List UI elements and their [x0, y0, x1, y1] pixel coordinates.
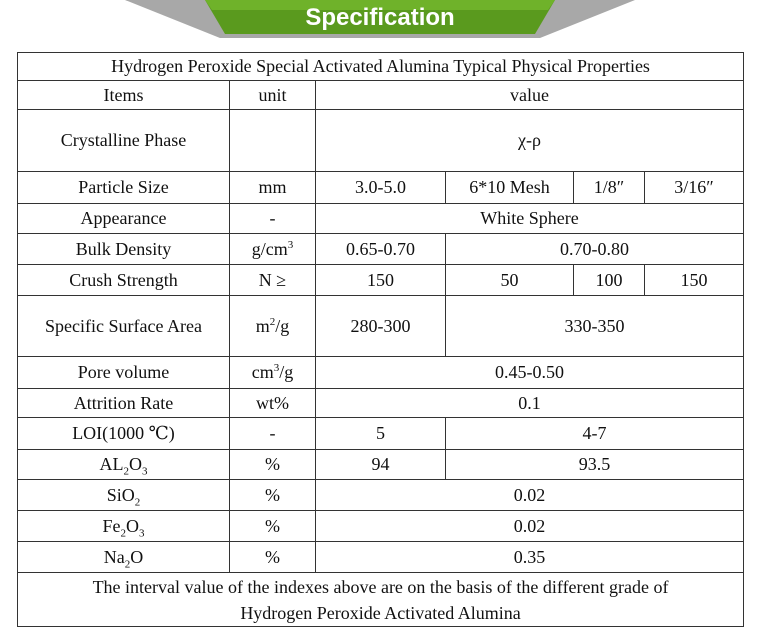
- table-row: [18, 265, 744, 296]
- item-pore-volume: Pore volume: [18, 357, 230, 389]
- na2o-b: O: [130, 546, 144, 567]
- banner-title: Specification: [305, 4, 455, 31]
- unit-pore-sup: 3: [273, 362, 280, 374]
- value-bulk-density-2: 0.70-0.80: [446, 234, 744, 265]
- value-bulk-density-1: 0.65-0.70: [316, 234, 446, 265]
- header-unit: unit: [230, 81, 316, 110]
- sio2-sub1: 2: [134, 496, 141, 509]
- footnote-row: [18, 573, 744, 627]
- value-particle-size-4: 3/16″: [645, 172, 744, 204]
- unit-na2o: %: [230, 542, 316, 573]
- footnote-line-2: Hydrogen Peroxide Activated Alumina: [240, 602, 521, 623]
- value-sio2: 0.02: [316, 480, 744, 511]
- unit-appearance: -: [230, 204, 316, 234]
- value-specific-surface-area-2: 330-350: [446, 296, 744, 357]
- sio2-a: SiO: [106, 484, 135, 505]
- unit-ssa-base: m: [255, 315, 270, 336]
- al2o3-sub2: 3: [142, 465, 148, 478]
- value-particle-size-1: 3.0-5.0: [316, 172, 446, 204]
- value-appearance: White Sphere: [316, 204, 744, 234]
- value-al2o3-1: 94: [316, 450, 446, 480]
- value-specific-surface-area-1: 280-300: [316, 296, 446, 357]
- unit-fe2o3: %: [230, 511, 316, 542]
- value-fe2o3: 0.02: [316, 511, 744, 542]
- item-crystalline-phase: Crystalline Phase: [18, 110, 230, 172]
- spec-table: [17, 52, 744, 627]
- al2o3-b: O: [129, 454, 142, 474]
- unit-bulk-density: [230, 234, 316, 265]
- table-row: [18, 172, 744, 204]
- value-crystalline-phase: χ-ρ: [316, 110, 744, 172]
- item-fe2o3: [18, 511, 230, 542]
- unit-pore-volume: [230, 357, 316, 389]
- table-row: [18, 204, 744, 234]
- unit-crush-strength: N ≥: [230, 265, 316, 296]
- item-particle-size: Particle Size: [18, 172, 230, 204]
- value-particle-size-3: 1/8″: [574, 172, 645, 204]
- value-crush-strength-3: 100: [574, 265, 645, 296]
- fe2o3-sub2: 3: [139, 527, 145, 540]
- unit-pore-tail: /g: [279, 362, 294, 382]
- table-row: [18, 389, 744, 418]
- na2o-sub1: 2: [124, 558, 131, 571]
- item-bulk-density: Bulk Density: [18, 234, 230, 265]
- table-row: [18, 110, 744, 172]
- item-sio2: [18, 480, 230, 511]
- unit-al2o3: %: [230, 450, 316, 480]
- unit-ssa-sup: 2: [269, 315, 276, 328]
- table-row: [18, 418, 744, 450]
- value-particle-size-2: 6*10 Mesh: [446, 172, 574, 204]
- unit-ssa-tail: /g: [275, 315, 290, 336]
- item-loi: LOI(1000 ℃): [18, 418, 230, 450]
- unit-loi: -: [230, 418, 316, 450]
- fe2o3-b: O: [126, 515, 139, 536]
- unit-bulk-density-base: g/cm: [251, 238, 288, 259]
- na2o-a: Na: [103, 546, 125, 567]
- value-crush-strength-1: 150: [316, 265, 446, 296]
- value-loi-2: 4-7: [446, 418, 744, 450]
- value-crush-strength-2: 50: [446, 265, 574, 296]
- table-row: [18, 296, 744, 357]
- value-attrition-rate: 0.1: [316, 389, 744, 418]
- item-crush-strength: Crush Strength: [18, 265, 230, 296]
- table-row: [18, 450, 744, 480]
- al2o3-sub1: 2: [123, 465, 129, 478]
- value-crush-strength-4: 150: [645, 265, 744, 296]
- fe2o3-a: Fe: [102, 515, 121, 536]
- al2o3-a: AL: [99, 454, 124, 474]
- table-title: Hydrogen Peroxide Special Activated Alumina Typical Physical Properties: [18, 53, 744, 81]
- item-al2o3: [18, 450, 230, 480]
- unit-attrition-rate: wt%: [230, 389, 316, 418]
- item-appearance: Appearance: [18, 204, 230, 234]
- unit-pore-base: cm: [251, 362, 274, 382]
- value-loi-1: 5: [316, 418, 446, 450]
- unit-bulk-density-sup: 3: [287, 238, 294, 251]
- fe2o3-sub1: 2: [120, 527, 126, 540]
- table-row: [18, 357, 744, 389]
- header-items: Items: [18, 81, 230, 110]
- unit-particle-size: mm: [230, 172, 316, 204]
- footnote-line-1: The interval value of the indexes above are on the basis of the different grade of: [92, 576, 669, 597]
- specification-banner: [0, 0, 760, 46]
- unit-specific-surface-area: [230, 296, 316, 357]
- table-row: [18, 511, 744, 542]
- value-na2o: 0.35: [316, 542, 744, 573]
- item-attrition-rate: Attrition Rate: [18, 389, 230, 418]
- table-row: [18, 542, 744, 573]
- unit-sio2: %: [230, 480, 316, 511]
- item-na2o: [18, 542, 230, 573]
- item-specific-surface-area: Specific Surface Area: [18, 296, 230, 357]
- value-pore-volume: 0.45-0.50: [316, 357, 744, 389]
- table-row: [18, 480, 744, 511]
- header-row: [18, 81, 744, 110]
- unit-crystalline-phase: [230, 110, 316, 172]
- footnote: [18, 573, 744, 627]
- header-value: value: [316, 81, 744, 110]
- value-al2o3-2: 93.5: [446, 450, 744, 480]
- table-row: [18, 234, 744, 265]
